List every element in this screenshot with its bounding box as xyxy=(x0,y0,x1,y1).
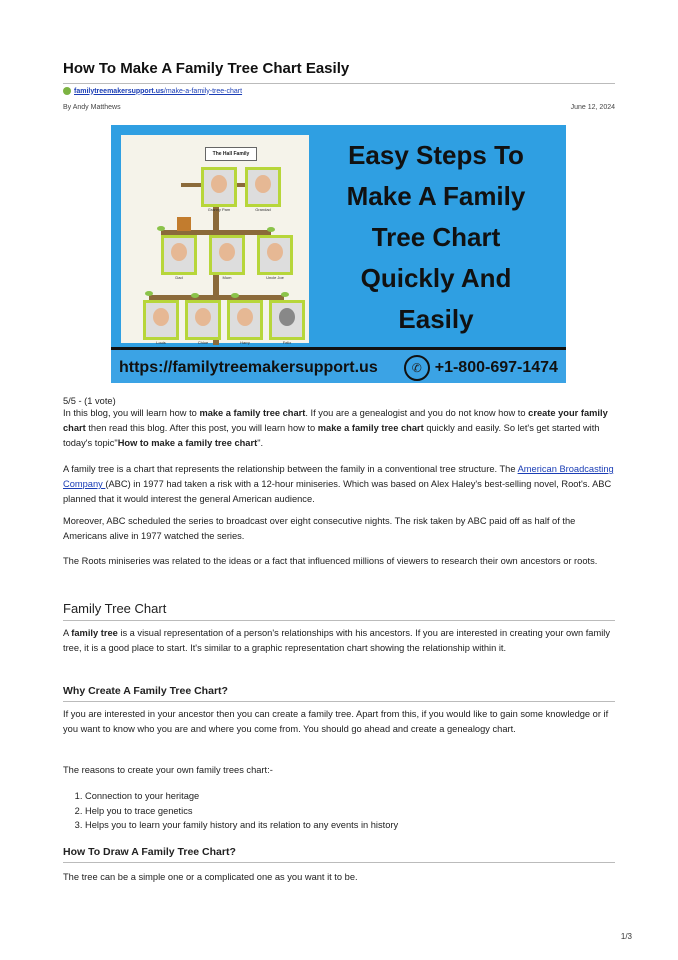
heading-why-create: Why Create A Family Tree Chart? xyxy=(63,685,228,697)
page-number: 1/3 xyxy=(620,932,632,941)
birdhouse-icon xyxy=(177,217,191,231)
title-divider xyxy=(63,83,615,84)
list-item: 1. Connection to your heritage xyxy=(85,789,615,804)
photo-louis: Louis xyxy=(143,300,179,340)
photo-mum: Mum xyxy=(209,235,245,275)
hero-banner-image xyxy=(111,125,566,383)
photo-chloe: Chloe xyxy=(185,300,221,340)
phone-icon: ✆ xyxy=(404,355,430,381)
article-title: How To Make A Family Tree Chart Easily xyxy=(63,60,350,77)
paragraph-abc: A family tree is a chart that represents the relationship between the family in a conventional tree structure. The American Broadcasting Company (ABC) in 1977 had taken a risk with a 12-hour miniseries. Which was based on Alex Haley's best-selling novel, Root's. ABC planned that it would interest the general American audience. xyxy=(63,464,614,504)
tree-title-sign: The Hall Family xyxy=(205,147,257,161)
site-favicon-icon xyxy=(63,87,71,95)
paragraph-broadcast: Moreover, ABC scheduled the series to broadcast over eight consecutive nights. The risk taken by ABC paid off as half of the Americans alive in 1977 watched the series. xyxy=(63,516,576,541)
photo-harry: Harry xyxy=(227,300,263,340)
intro-paragraph: In this blog, you will learn how to make a family tree chart. If you are a genealogist and you do not know how to create your family chart then read this blog. After this post, you will learn how to make a family tree chart quickly and easily. So let's get started with today's topic"How to make a family tree chart". xyxy=(63,408,608,448)
list-item: 2. Help you to trace genetics xyxy=(85,804,615,819)
source-url-link[interactable]: familytreemakersupport.us/make-a-family-tree-chart xyxy=(74,87,243,95)
banner-phone: +1-800-697-1474 xyxy=(434,359,558,376)
paragraph-how-to-draw: The tree can be a simple one or a complicated one as you want it to be. xyxy=(63,872,358,882)
paragraph-roots: The Roots miniseries was related to the ideas or a fact that influenced millions of viewers to research their own ancestors or roots. xyxy=(63,556,598,566)
author: By Andy Matthews xyxy=(63,104,121,111)
photo-grandad: Grandad xyxy=(245,167,281,207)
photo-felix: Felix xyxy=(269,300,305,340)
paragraph-why: If you are interested in your ancestor then you can create a family tree. Apart from this, if you would like to gain some knowledge or if you want to know who you are and where you come from. You should go ahead and create a genealogy chart. xyxy=(63,709,609,734)
reasons-list xyxy=(63,789,615,833)
heading-family-tree-chart: Family Tree Chart xyxy=(63,601,167,616)
article-meta xyxy=(63,104,615,111)
section3-divider xyxy=(63,862,615,863)
banner-url: https://familytreemakersupport.us xyxy=(119,359,378,376)
source-link[interactable] xyxy=(63,87,242,95)
heading-how-to-draw: How To Draw A Family Tree Chart? xyxy=(63,846,236,858)
paragraph-family-tree: A family tree is a visual representation of a person's relationships with his ancestors. If you are interested in creating your own family tree, it is a good place to start. It's similar to a graphic representation chart showing the relationship within it. xyxy=(63,628,610,653)
banner-headline: Easy Steps To Make A Family Tree Chart Quickly And Easily xyxy=(346,140,526,334)
section2-divider xyxy=(63,701,615,702)
rating: 5/5 - (1 vote) xyxy=(63,396,116,406)
section1-divider xyxy=(63,620,615,621)
paragraph-reasons: The reasons to create your own family trees chart:- xyxy=(63,765,273,775)
photo-uncle-joe: Uncle Joe xyxy=(257,235,293,275)
abc-link[interactable]: American Broadcasting Company xyxy=(63,464,614,489)
banner-footer xyxy=(111,347,566,383)
publish-date: June 12, 2024 xyxy=(570,104,615,111)
family-tree-illustration xyxy=(121,135,309,343)
list-item: 3. Helps you to learn your family history and its relation to any events in history xyxy=(85,818,615,833)
photo-dad: Dad xyxy=(161,235,197,275)
photo-granny-pam: Granny Pam xyxy=(201,167,237,207)
